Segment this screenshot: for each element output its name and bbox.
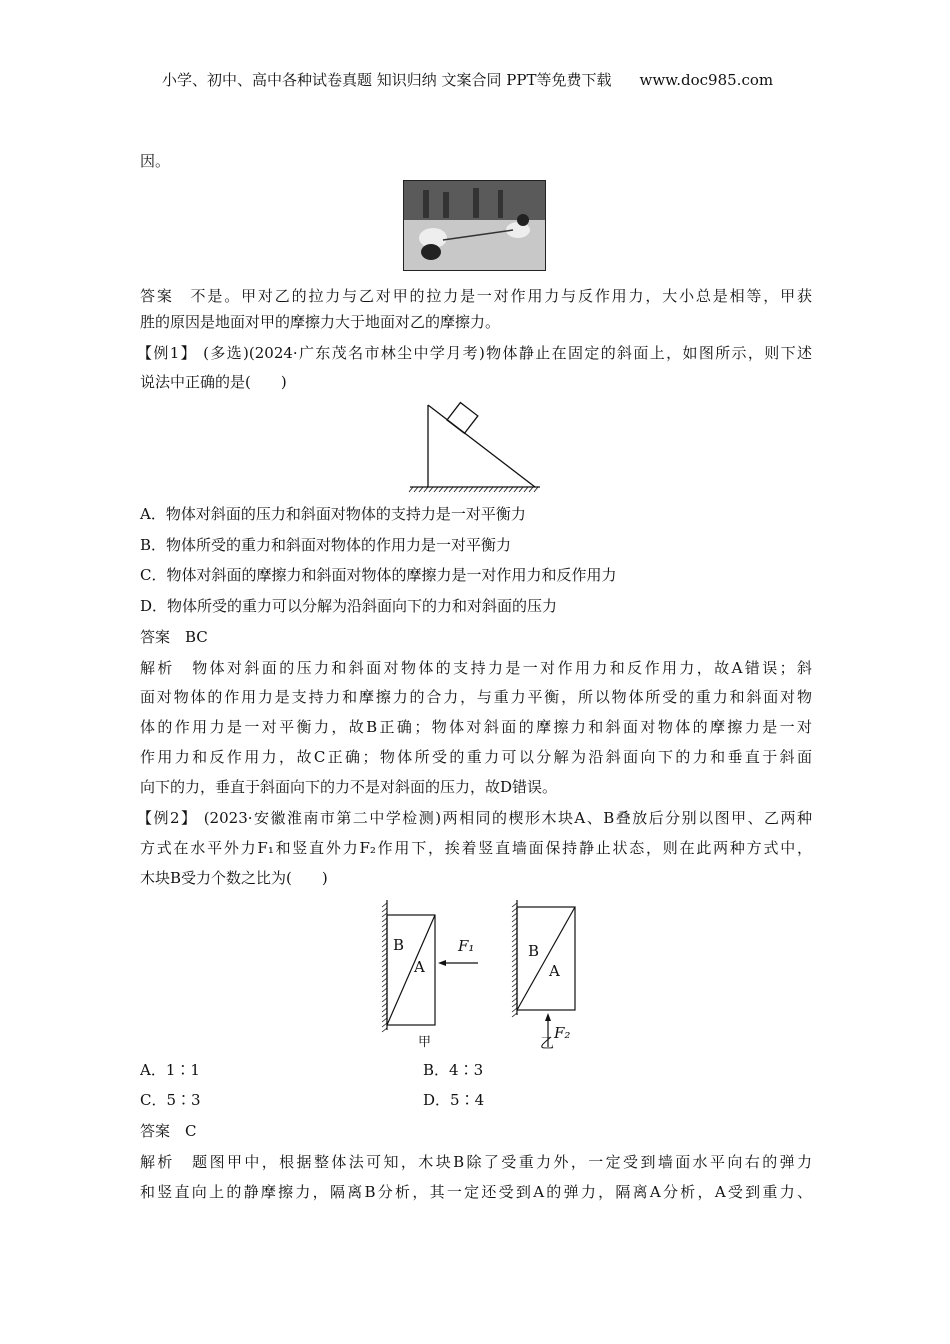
hatch-mark — [382, 923, 387, 927]
hatch-mark — [524, 487, 528, 492]
hatch-mark — [499, 487, 503, 492]
hatch-mark — [512, 973, 517, 977]
hatch-mark — [512, 993, 517, 997]
label-b-yi: B — [528, 942, 540, 960]
analysis-line: 解析 题图甲中，根据整体法可知，木块B除了受重力外，一定受到墙面水平向右的弹力 — [140, 1153, 812, 1171]
hatch-mark — [512, 938, 517, 942]
hatch-mark — [382, 1018, 387, 1022]
answer-line: 答案 不是。甲对乙的拉力与乙对甲的拉力是一对作用力与反作用力，大小总是相等，甲获 — [140, 287, 812, 305]
hatch-mark — [414, 487, 418, 492]
hatch-mark — [534, 487, 538, 492]
hatch-mark — [512, 913, 517, 917]
hatch-mark — [489, 487, 493, 492]
hatch-mark — [449, 487, 453, 492]
hatch-mark — [382, 938, 387, 942]
hatch-mark — [382, 993, 387, 997]
hatch-mark — [512, 908, 517, 912]
hatch-mark — [382, 1003, 387, 1007]
hatch-mark — [382, 998, 387, 1002]
option-d: D．5∶4 — [423, 1091, 485, 1109]
hatch-mark — [512, 963, 517, 967]
hatch-mark — [382, 973, 387, 977]
hatch-mark — [512, 978, 517, 982]
hatch-mark — [424, 487, 428, 492]
hatch-mark — [512, 988, 517, 992]
answer-2: 答案 C — [140, 1122, 197, 1140]
hatch-mark — [382, 1008, 387, 1012]
page-header — [162, 69, 801, 90]
analysis-line: 作用力和反作用力，故C正确；物体所受的重力可以分解为沿斜面向下的力和垂直于斜面 — [140, 748, 812, 766]
analysis-line: 面对物体的作用力是支持力和摩擦力的合力，与重力平衡，所以物体所受的重力和斜面对物 — [140, 688, 812, 706]
hatch-mark — [382, 968, 387, 972]
hatch-mark — [512, 1003, 517, 1007]
hatch-mark — [512, 953, 517, 957]
hatch-mark — [382, 908, 387, 912]
hatch-mark — [409, 487, 413, 492]
option-b: B．物体所受的重力和斜面对物体的作用力是一对平衡力 — [140, 536, 512, 554]
option-d: D．物体所受的重力可以分解为沿斜面向下的力和对斜面的压力 — [140, 597, 558, 615]
hatch-mark — [382, 1023, 387, 1027]
hatch-mark — [382, 958, 387, 962]
text-line: 因。 — [140, 152, 171, 170]
hatch-mark — [434, 487, 438, 492]
hatch-mark — [529, 487, 533, 492]
label-yi: 乙 — [540, 1036, 554, 1052]
hatch-mark — [382, 953, 387, 957]
hatch-mark — [484, 487, 488, 492]
answer-1: 答案 BC — [140, 628, 208, 646]
hatch-mark — [512, 958, 517, 962]
option-c: C．物体对斜面的摩擦力和斜面对物体的摩擦力是一对作用力和反作用力 — [140, 566, 617, 584]
hatch-mark — [512, 923, 517, 927]
label-jia: 甲 — [418, 1035, 432, 1050]
hatch-mark — [439, 487, 443, 492]
header-text: 小学、初中、高中各种试卷真题 知识归纳 文案合同 PPT等免费下载 — [162, 71, 612, 89]
hatch-mark — [382, 943, 387, 947]
hatch-mark — [512, 983, 517, 987]
hatch-mark — [382, 1013, 387, 1017]
hatch-mark — [512, 933, 517, 937]
hatch-mark — [509, 487, 513, 492]
hatch-mark — [419, 487, 423, 492]
option-a: A．1∶1 — [140, 1061, 200, 1079]
hatch-mark — [504, 487, 508, 492]
label-b-jia: B — [393, 936, 405, 954]
analysis-line: 体的作用力是一对平衡力，故B正确；物体对斜面的摩擦力和斜面对物体的摩擦力是一对 — [140, 718, 812, 736]
hatch-mark — [382, 913, 387, 917]
hatch-mark — [512, 968, 517, 972]
hatch-mark — [464, 487, 468, 492]
example-2-line: 【例2】 (2023·安徽淮南市第二中学检测)两相同的楔形木块A、B叠放后分别以图甲、乙两种 — [137, 809, 812, 827]
label-f2: F₂ — [554, 1024, 571, 1042]
answer-line: 胜的原因是地面对甲的摩擦力大于地面对乙的摩擦力。 — [140, 313, 501, 331]
header-url[interactable]: www.doc985.com — [639, 71, 774, 89]
hatch-mark — [512, 903, 517, 907]
hatch-mark — [474, 487, 478, 492]
hatch-mark — [444, 487, 448, 492]
hatch-mark — [429, 487, 433, 492]
hatch-mark — [382, 933, 387, 937]
hatch-mark — [382, 978, 387, 982]
hatch-mark — [469, 487, 473, 492]
label-f1: F₁ — [458, 937, 475, 955]
hatch-mark — [512, 1013, 517, 1017]
hatch-mark — [494, 487, 498, 492]
example-2-line: 木块B受力个数之比为( ) — [140, 869, 328, 887]
hatch-mark — [519, 487, 523, 492]
hatch-mark — [382, 983, 387, 987]
tug-of-war-photo — [403, 180, 546, 271]
label-a-jia: A — [414, 958, 425, 976]
hatch-mark — [512, 998, 517, 1002]
hatch-mark — [382, 903, 387, 907]
analysis-line: 解析 物体对斜面的压力和斜面对物体的支持力是一对作用力和反作用力，故A错误；斜 — [140, 659, 812, 677]
hatch-mark — [512, 918, 517, 922]
option-a: A．物体对斜面的压力和斜面对物体的支持力是一对平衡力 — [140, 505, 526, 523]
hatch-mark — [382, 948, 387, 952]
option-b: B．4∶3 — [423, 1061, 484, 1079]
hatch-mark — [514, 487, 518, 492]
incline-diagram — [405, 398, 545, 494]
analysis-line: 向下的力，垂直于斜面向下的力不是对斜面的压力，故D错误。 — [140, 778, 558, 796]
example-2-line: 方式在水平外力F₁和竖直外力F₂作用下，挨着竖直墙面保持静止状态，则在此两种方式中， — [140, 839, 812, 857]
example-1-line: 【例1】 (多选)(2024·广东茂名市林尘中学月考)物体静止在固定的斜面上，如图所示，则下述 — [137, 344, 812, 362]
hatch-mark — [512, 948, 517, 952]
hatch-mark — [512, 1008, 517, 1012]
analysis-line: 和竖直向上的静摩擦力，隔离B分析，其一定还受到A的弹力，隔离A分析，A受到重力、 — [140, 1183, 812, 1201]
hatch-mark — [382, 988, 387, 992]
example-1-line: 说法中正确的是( ) — [140, 373, 287, 391]
hatch-mark — [382, 1028, 387, 1032]
hatch-mark — [459, 487, 463, 492]
hatch-mark — [382, 918, 387, 922]
hatch-mark — [512, 943, 517, 947]
hatch-mark — [382, 963, 387, 967]
hatch-mark — [512, 928, 517, 932]
hatch-mark — [479, 487, 483, 492]
label-a-yi: A — [549, 962, 560, 980]
option-c: C．5∶3 — [140, 1091, 201, 1109]
hatch-mark — [454, 487, 458, 492]
hatch-mark — [382, 928, 387, 932]
